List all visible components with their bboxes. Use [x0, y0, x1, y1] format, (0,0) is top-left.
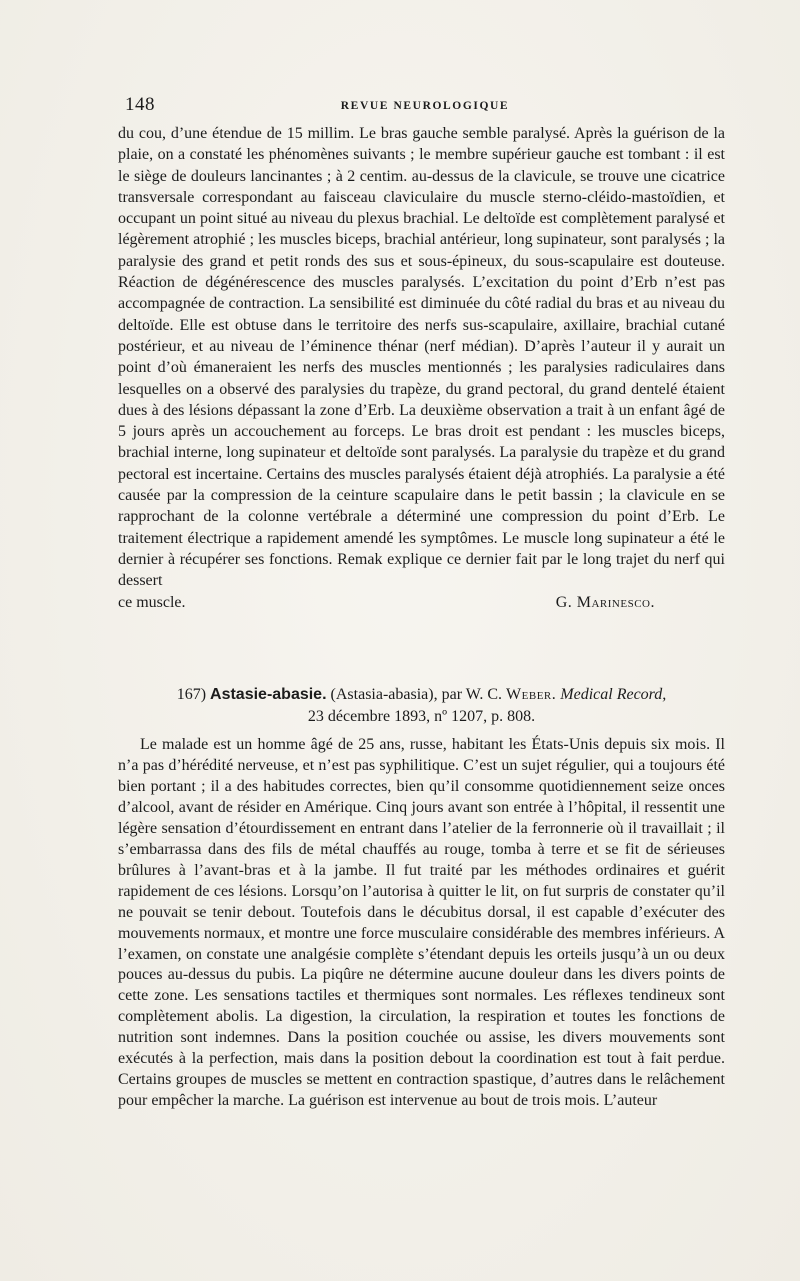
page-number: 148: [125, 94, 155, 115]
abstract-journal: Medical Record,: [560, 686, 667, 703]
abstract-body-text: Le malade est un homme âgé de 25 ans, russe, habitant les États-Unis depuis six mois. Il n’a pas d’hérédité nerveuse, et n’est pas syphilitique. C’est un sujet régulier, qui a toujours été bien portant ; il a des habitudes correctes, bien qu’il consomme quotidiennement seize onces d’alcool, avant de résider en Amérique. Cinq jours avant son entrée à l’hôpital, il ressentit une légère sensation d’étourdissement en entrant dans l’atelier de la ferronnerie où il travaillait ; il s’embarrassa dans des fils de métal chauffés au rouge, tomba à terre et se fit de sérieuses brûlures à l’avant-bras et à la jambe. Il fut traité par les méthodes ordinaires et guérit rapidement de ces lésions. Lorsqu’on l’autorisa à quitter le lit, on fut surpris de constater qu’il ne pouvait se tenir debout. Toutefois dans le décubitus dorsal, il est capable d’exécuter des mouvements normaux, et montre une force musculaire considérable des membres inférieurs. A l’examen, on constate une analgésie complète s’étendant depuis les orteils jusqu’à un ou deux pouces au-dessus du pubis. La piqûre ne détermine aucune douleur dans les divers points de cette zone. Les sensations tactiles et thermiques sont normales. Les réflexes tendineux sont complètement abolis. La digestion, la circulation, la respiration et toutes les fonctions de nutrition sont indemnes. Dans la position couchée ou assise, les divers mouvements sont exécutés à la perfection, mais dans la position debout la coordination est tout à fait perdue. Certains groupes de muscles se mettent en contraction spastique, d’autres dans le relâchement pour empêcher la marche. La guérison est intervenue au bout de trois mois. L’auteur: [118, 736, 725, 1110]
review-signature: G. Marinesco.: [555, 593, 655, 611]
continuation-text: du cou, d’une étendue de 15 millim. Le bras gauche semble paralysé. Après la guérison de la plaie, on a constaté les phénomènes suivants ; le membre supérieur gauche est tombant : il est le siège de douleurs lancinantes ; à 2 centim. au-dessus de la clavicule, se trouve une cicatrice transversale correspondant au faisceau claviculaire du muscle sterno-cléido-mastoïdien, et occupant un point situé au niveau du plexus brachial. Le deltoïde est complètement paralysé et légèrement atrophié ; les muscles biceps, brachial antérieur, long supinateur, sont paralysés ; la paralysie des grand et petit ronds des sus et sous-épineux, du sous-scapulaire est douteuse. Réaction de dégénérescence des muscles paralysés. L’excitation du point d’Erb n’est pas accompagnée de contraction. La sensibilité est diminuée du côté radial du bras et au niveau du deltoïde. Elle est obtuse dans le territoire des nerfs sus-scapulaire, axillaire, brachial cutané postérieur, et au niveau de l’éminence thénar (nerf médian). D’après l’auteur il y aurait un point d’où émaneraient les nerfs des muscles mentionnés ; les paralysies radiculaires dans lesquelles on a observé des paralysies du trapèze, du grand pectoral, du grand dentelé étaient dues à des lésions dépassant la zone d’Erb. La deuxième observation a trait à un enfant âgé de 5 jours après un accouchement au forceps. Le bras droit est pendant : les muscles biceps, brachial interne, long supinateur et deltoïde sont paralysés. La paralysie du trapèze et du grand pectoral est incertaine. Certains des muscles paralysés étaient déjà atrophiés. La paralysie a été causée par la compression de la ceinture scapulaire dans le petit bassin ; la clavicule en se rapprochant de la colonne vertébrale a déterminé une compression du point d’Erb. Le traitement électrique a rapidement amendé les symptômes. Le muscle long supinateur a été le dernier à récupérer ses fonctions. Remak explique ce dernier fait par le long trajet du nerf qui dessert: [118, 125, 725, 590]
abstract-citation: 23 décembre 1893, nº 1207, p. 808.: [307, 707, 536, 725]
signature-line: [118, 592, 725, 613]
abstract-heading: [118, 684, 725, 727]
abstract-title: Astasie-abasie.: [210, 686, 327, 703]
abstract-heading-line-1: [118, 684, 725, 706]
continuation-paragraph: [118, 123, 725, 613]
abstract-author: Weber.: [506, 686, 557, 703]
abstract-subtitle: (Astasia-abasia), par W. C.: [330, 686, 503, 703]
abstract-number: 167): [176, 686, 207, 703]
page-header: [125, 96, 725, 120]
abstract-body: [118, 735, 725, 1112]
running-head: REVUE NEUROLOGIQUE: [340, 100, 510, 112]
continuation-last-line: ce muscle.: [118, 593, 186, 611]
